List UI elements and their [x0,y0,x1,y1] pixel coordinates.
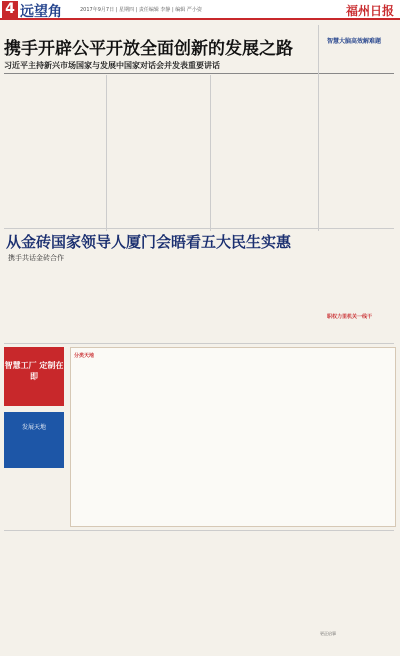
correction-notice: 更正启事 [320,631,336,636]
issue-meta: 2017年9月7日 | 星期四 | 责任编辑 李静 | 编辑 严小姿 [80,7,202,13]
right-column-secondary-title: 职权力里机关一线干 [327,314,373,320]
section-divider [4,228,394,229]
middle-headline: 从金砖国家领导人厦门会晤看五大民生实惠 [6,233,292,251]
promo-red-box [4,347,64,406]
column-divider [106,75,107,231]
right-column-title: 智慧大脑高效解难题 [327,38,382,45]
column-divider [210,75,211,231]
middle-subtitle: 携手共话金砖合作 [8,254,64,262]
promo-red-label: 智慧工厂 定制在即 [4,361,64,381]
main-headline: 携手开辟公平开放全面创新的发展之路 [4,39,293,59]
newspaper-logo: 福州日报 [345,4,394,18]
main-subheadline: 习近平主持新兴市场国家与发展中国家对话会并发表重要讲话 [4,61,220,70]
section-number: 4 [2,1,18,18]
classified-ads-title: 分类天地 [74,353,95,359]
top-banner [0,0,400,20]
promo-blue-box [4,412,64,468]
classified-ads-panel [70,347,396,527]
promo-blue-label: 发展天地 [21,424,46,431]
main-divider [4,73,394,74]
column-divider [318,25,319,231]
section-divider [4,343,394,344]
section-divider [4,530,394,531]
section-name: 远望角 [20,4,62,20]
